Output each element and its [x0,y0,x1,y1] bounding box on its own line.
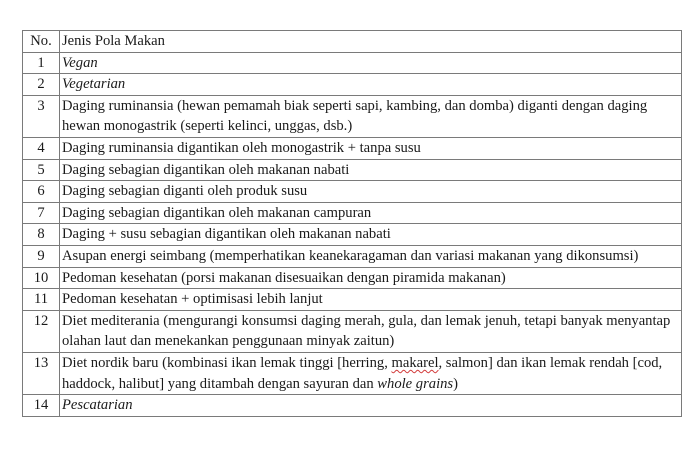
row-number: 5 [23,159,60,181]
row-text-middle: , salmon] dan ikan lemak rendah [cod, haddock, halibut] yang ditambah dengan sayuran dan [62,354,663,392]
row-number: 13 [23,352,60,394]
row-diet-name: Daging ruminansia (hewan pemamah biak seperti sapi, kambing, dan domba) diganti dengan daging hewan monogastrik (seperti kelinci, unggas, dsb.) [60,95,682,137]
row-number: 7 [23,202,60,224]
table-row [23,224,682,246]
table-row [23,352,682,394]
row-number: 2 [23,74,60,96]
row-diet-name: Daging sebagian digantikan oleh makanan nabati [60,159,682,181]
table-row [23,395,682,417]
row-number: 10 [23,267,60,289]
row-text-italic: whole grains [377,375,454,392]
row-number: 14 [23,395,60,417]
row-number: 1 [23,52,60,74]
spellcheck-word: makarel [391,354,439,371]
table-row [23,74,682,96]
row-diet-name: Daging sebagian diganti oleh produk susu [60,181,682,203]
table-row [23,137,682,159]
row-diet-name: Diet mediterania (mengurangi konsumsi daging merah, gula, dan lemak jenuh, tetapi banyak menyantap olahan laut dan menekankan penggunaan minyak zaitun) [60,310,682,352]
row-diet-name: Vegetarian [60,74,682,96]
row-number: 3 [23,95,60,137]
table-row [23,267,682,289]
row-number: 9 [23,245,60,267]
row-diet-name: Daging ruminansia digantikan oleh monogastrik + tanpa susu [60,137,682,159]
row-diet-name: Pedoman kesehatan (porsi makanan disesuaikan dengan piramida makanan) [60,267,682,289]
row-diet-name: Daging sebagian digantikan oleh makanan campuran [60,202,682,224]
header-diet-type: Jenis Pola Makan [60,31,682,53]
row-diet-name: Daging + susu sebagian digantikan oleh makanan nabati [60,224,682,246]
table-row [23,245,682,267]
row-text-after: ) [453,375,458,392]
row-number: 4 [23,137,60,159]
table-row [23,181,682,203]
row-diet-name: Vegan [60,52,682,74]
row-number: 6 [23,181,60,203]
table-header-row [23,31,682,53]
row-diet-name: Pedoman kesehatan + optimisasi lebih lanjut [60,289,682,311]
table-row [23,202,682,224]
row-number: 12 [23,310,60,352]
diet-pattern-table [22,30,682,417]
row-number: 8 [23,224,60,246]
table-row [23,310,682,352]
row-text-before: Diet nordik baru (kombinasi ikan lemak tinggi [herring, [62,354,392,371]
table-row [23,289,682,311]
header-no: No. [23,31,60,53]
row-number: 11 [23,289,60,311]
row-diet-name: Pescatarian [60,395,682,417]
table-row [23,95,682,137]
row-diet-name [60,352,682,394]
row-diet-name: Asupan energi seimbang (memperhatikan keanekaragaman dan variasi makanan yang dikonsumsi) [60,245,682,267]
table-row [23,52,682,74]
table-row [23,159,682,181]
